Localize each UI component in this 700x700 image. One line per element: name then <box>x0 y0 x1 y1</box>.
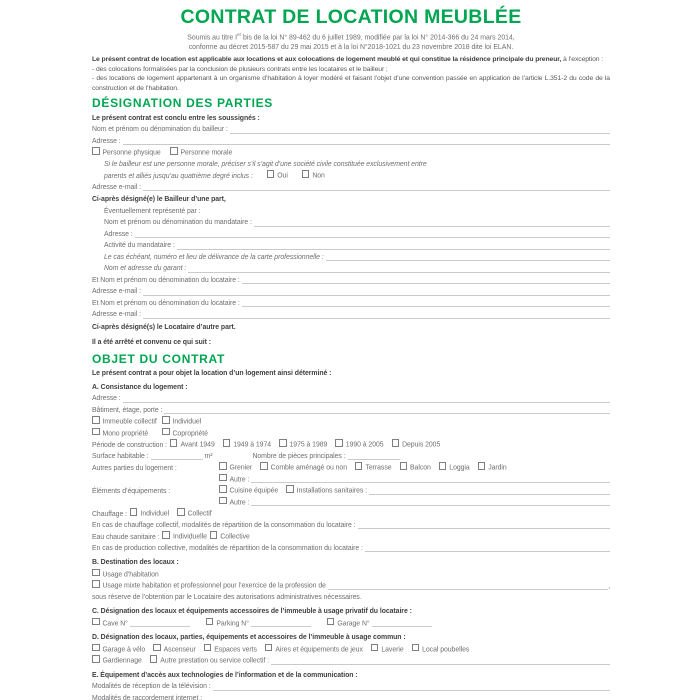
input-line[interactable] <box>271 664 610 665</box>
checkbox-item-1949-a-1974 <box>223 439 271 451</box>
checkbox-1949-a-1974[interactable] <box>223 439 231 447</box>
form-row <box>92 569 610 581</box>
form-row <box>92 557 610 569</box>
checkbox-usage-mixte-habitation-et-professionnel-po[interactable] <box>92 580 100 588</box>
legal-reference-line-2: conforme au décret 2015-587 du 29 mai 2015 et à la loi N°2018-1021 du 23 novembre 2018 dite loi ELAN. <box>188 43 514 51</box>
field-label: Adresse : <box>104 230 133 238</box>
field-label: Chauffage : <box>92 510 127 518</box>
input-line[interactable] <box>230 133 610 134</box>
document-title: CONTRAT DE LOCATION MEUBLÉE <box>180 6 522 28</box>
intro-item-1: - des colocations formalisées par la conclusion de plusieurs contrats entre les locataires et le bailleur ; <box>92 65 388 73</box>
checkbox-ascenseur[interactable] <box>153 644 161 652</box>
field-label: Si le bailleur est une personne morale, préciser s’il s’agit d’une société civile constituée exclusivement entre <box>104 160 427 168</box>
checkbox-item-comble-amenage-ou-non <box>260 462 347 474</box>
checkbox-item-avant-1949 <box>170 439 215 451</box>
checkbox-label: Immeuble collectif <box>102 418 157 426</box>
input-line[interactable] <box>188 272 610 273</box>
checkbox-balcon[interactable] <box>400 462 408 470</box>
field-label: Eau chaude sanitaire : <box>92 533 160 541</box>
checkbox-cuisine-equipee[interactable] <box>219 485 227 493</box>
form-row <box>92 170 610 182</box>
checkbox-individuelle[interactable] <box>162 531 170 539</box>
checkbox-label: Collectif <box>187 510 212 518</box>
field-label: Autres parties du logement : <box>92 464 177 472</box>
checkbox-item-1990-a-2005 <box>335 439 383 451</box>
form-row <box>92 240 610 252</box>
form-row <box>92 462 610 474</box>
form-body <box>92 97 610 700</box>
checkbox-label: Grenier <box>229 464 253 472</box>
checkbox-avant-1949[interactable] <box>170 439 178 447</box>
checkbox-item-individuel <box>130 508 169 520</box>
field-label: Période de construction : <box>92 441 167 449</box>
form-row <box>92 670 610 682</box>
checkbox-item-gardiennage <box>92 655 142 667</box>
checkbox-loggia[interactable] <box>439 462 447 470</box>
field-label: Le cas échéant, numéro et lieu de délivrance de la carte professionnelle : <box>104 253 324 261</box>
checkbox-autre-prestation-ou-service-collectif[interactable] <box>150 655 158 663</box>
form-row <box>92 229 610 241</box>
checkbox-collective[interactable] <box>210 531 218 539</box>
checkbox-item-installations-sanitaires <box>286 485 367 497</box>
form-row <box>92 655 610 667</box>
input-line[interactable] <box>369 494 610 495</box>
form-text: Le présent contrat est conclu entre les soussignés : <box>92 114 260 122</box>
checkbox-label: Individuel <box>172 418 202 426</box>
checkbox-gardiennage[interactable] <box>92 655 100 663</box>
checkbox-label: Oui <box>277 172 288 180</box>
input-line[interactable] <box>326 260 610 261</box>
checkbox-espaces-verts[interactable] <box>204 644 212 652</box>
checkbox-label: Laverie <box>381 646 404 654</box>
checkbox-label: Ascenseur <box>163 646 196 654</box>
checkbox-label: Garage à vélo <box>102 646 146 654</box>
form-row <box>92 543 610 555</box>
form-row <box>92 508 610 520</box>
form-text: Le présent contrat a pour objet la location d’un logement ainsi déterminé : <box>92 370 332 378</box>
field-label: Nom et prénom ou dénomination du bailleur : <box>92 126 228 134</box>
checkbox-item-usage-d-habitation <box>92 569 159 581</box>
checkbox-mono-propriete[interactable] <box>92 428 100 436</box>
input-line[interactable] <box>130 626 190 627</box>
section-heading-objet-du-contrat: OBJET DU CONTRAT <box>92 351 225 366</box>
form-row <box>92 309 610 321</box>
form-row <box>92 520 610 532</box>
form-row <box>92 497 610 509</box>
checkbox-label: Autre : <box>229 499 250 507</box>
field-label: Nom et adresse du garant : <box>104 265 187 273</box>
input-line[interactable] <box>251 626 311 627</box>
form-row <box>92 275 610 287</box>
checkbox-label: Personne physique <box>102 149 161 157</box>
legal-ref-text: Soumis au titre I <box>187 34 238 42</box>
checkbox-label: Cuisine équipée <box>229 487 279 495</box>
checkbox-item-espaces-verts <box>204 644 257 656</box>
checkbox-label: Autre : <box>229 476 250 484</box>
checkbox-item-immeuble-collectif <box>92 416 162 428</box>
field-label: Et Nom et prénom ou dénomination du locataire : <box>92 276 240 284</box>
checkbox-label: Avant 1949 <box>180 441 215 449</box>
checkbox-label: Cave N° <box>102 620 128 628</box>
field-label: En cas de chauffage collectif, modalités de répartition de la consommation du locataire : <box>92 521 356 529</box>
checkbox-jardin[interactable] <box>478 462 486 470</box>
field-label: Nombre de pièces principales : <box>252 452 346 460</box>
field-label: Adresse : <box>92 395 121 403</box>
field-label: Modalités de raccordement internet : <box>92 694 203 700</box>
field-label: En cas de production collective, modalités de répartition de la consommation du locataire : <box>92 544 363 552</box>
form-row <box>92 113 610 125</box>
input-line[interactable] <box>143 295 610 296</box>
form-text: Il a été arrêté et convenu ce qui suit : <box>92 339 212 347</box>
input-line[interactable] <box>358 528 610 529</box>
checkbox-autre[interactable] <box>219 474 227 482</box>
form-row <box>92 263 610 275</box>
checkbox-item-non <box>302 170 325 182</box>
form-row <box>92 693 610 700</box>
checkbox-item-terrasse <box>355 462 392 474</box>
checkbox-label: Terrasse <box>365 464 392 472</box>
form-row <box>92 382 610 394</box>
input-line[interactable] <box>251 482 610 483</box>
checkbox-grenier[interactable] <box>219 462 227 470</box>
form-row <box>92 428 610 440</box>
form-row <box>92 592 610 604</box>
input-line[interactable] <box>123 144 610 145</box>
checkbox-label: Usage mixte habitation et professionnel pour l’exercice de la profession de <box>102 582 326 590</box>
checkbox-item-cuisine-equipee <box>219 485 278 497</box>
field-label: Adresse e-mail : <box>92 288 141 296</box>
input-line[interactable] <box>151 459 203 460</box>
form-row <box>92 618 610 630</box>
form-row <box>92 451 610 463</box>
form-text: A. Consistance du logement : <box>92 383 188 391</box>
input-line[interactable] <box>242 283 610 284</box>
checkbox-installations-sanitaires[interactable] <box>286 485 294 493</box>
checkbox-label: Copropriété <box>172 430 208 438</box>
checkbox-item-mono-propriete <box>92 428 162 440</box>
input-line[interactable] <box>328 589 608 590</box>
checkbox-label: Personne morale <box>180 149 233 157</box>
superscript-er: er <box>237 32 242 37</box>
field-label: m² <box>204 452 213 460</box>
section-heading-designation-des-parties: DÉSIGNATION DES PARTIES <box>92 96 274 111</box>
intro-paragraph <box>92 55 610 93</box>
checkbox-non[interactable] <box>302 170 310 178</box>
checkbox-label: Mono propriété <box>102 430 149 438</box>
form-row <box>92 580 610 592</box>
checkbox-item-autre-prestation-ou-service-collectif <box>150 655 269 667</box>
checkbox-individuel[interactable] <box>130 508 138 516</box>
checkbox-1975-a-1989[interactable] <box>279 439 287 447</box>
form-row <box>92 159 610 171</box>
input-line[interactable] <box>372 626 432 627</box>
field-label: , <box>608 582 610 590</box>
checkbox-item-oui <box>267 170 288 182</box>
checkbox-personne-morale[interactable] <box>170 147 178 155</box>
checkbox-item-garage-a-velo <box>92 644 145 656</box>
intro-item-2: - des locations de logement appartenant à un organisme d’habitation à loyer modéré et faisant l’objet d’une convention passée en application de l’article L.351-2 du code de la construction et de l’habitation. <box>92 75 610 92</box>
form-row <box>92 368 610 380</box>
checkbox-item-parking-n <box>206 618 249 630</box>
checkbox-garage-a-velo[interactable] <box>92 644 100 652</box>
checkbox-item-personne-morale <box>170 147 232 159</box>
form-row <box>92 405 610 417</box>
checkbox-item-garage-n <box>327 618 370 630</box>
form-row <box>92 485 610 497</box>
field-label: Et Nom et prénom ou dénomination du locataire : <box>92 299 240 307</box>
checkbox-label: Individuel <box>140 510 170 518</box>
checkbox-item-usage-mixte-habitation-et-professionnel-po <box>92 580 326 592</box>
checkbox-label: 1990 à 2005 <box>345 441 384 449</box>
checkbox-label: Usage d’habitation <box>102 571 159 579</box>
checkbox-copropriete[interactable] <box>162 428 170 436</box>
checkbox-item-autre <box>219 474 249 486</box>
checkbox-label: Loggia <box>449 464 470 472</box>
checkbox-label: Espaces verts <box>214 646 257 654</box>
checkbox-item-individuelle <box>162 531 206 543</box>
form-row <box>92 124 610 136</box>
form-row <box>92 337 610 349</box>
checkbox-label: Non <box>312 172 325 180</box>
checkbox-label: Installations sanitaires : <box>296 487 367 495</box>
checkbox-item-personne-physique <box>92 147 170 159</box>
checkbox-label: Gardiennage <box>102 657 142 665</box>
form-text: E. Équipement d’accès aux technologies de l’information et de la communication : <box>92 671 358 679</box>
form-row <box>92 298 610 310</box>
field-label: Activité du mandataire : <box>104 242 175 250</box>
form-row <box>92 439 610 451</box>
checkbox-item-individuel <box>162 416 201 428</box>
field-label: Surface habitable : <box>92 452 149 460</box>
checkbox-immeuble-collectif[interactable] <box>92 416 100 424</box>
checkbox-item-local-poubelles <box>412 644 470 656</box>
form-text: C. Désignation des locaux et équipements accessoires de l’immeuble à usage privatif du locataire : <box>92 608 412 616</box>
checkbox-item-collectif <box>177 508 212 520</box>
checkbox-local-poubelles[interactable] <box>412 644 420 652</box>
checkbox-personne-physique[interactable] <box>92 147 100 155</box>
checkbox-label: Depuis 2005 <box>402 441 441 449</box>
checkbox-depuis-2005[interactable] <box>392 439 400 447</box>
checkbox-item-collective <box>210 531 250 543</box>
intro-exception-text: à l’exception : <box>561 56 604 64</box>
checkbox-label: Aires et équipements de jeux <box>275 646 363 654</box>
field-label: Adresse e-mail : <box>92 183 141 191</box>
form-text: B. Destination des locaux : <box>92 559 179 567</box>
checkbox-1990-a-2005[interactable] <box>335 439 343 447</box>
form-row <box>92 606 610 618</box>
input-line[interactable] <box>365 551 610 552</box>
form-row <box>92 252 610 264</box>
input-line[interactable] <box>254 226 610 227</box>
field-label: Adresse : <box>92 137 121 145</box>
form-row <box>92 206 610 218</box>
field-label: sous réserve de l’obtention par le Locataire des autorisations administratives nécessaires. <box>92 593 362 601</box>
form-row <box>92 474 610 486</box>
field-label: Bâtiment, étage, porte : <box>92 406 163 414</box>
input-line[interactable] <box>164 413 610 414</box>
form-row <box>92 217 610 229</box>
checkbox-garage-n[interactable] <box>327 618 335 626</box>
input-line[interactable] <box>213 690 610 691</box>
intro-bold-text: Le présent contrat de location est applicable aux locations et aux colocations de logement meublé et qui constitue la résidence principale du preneur, <box>92 56 562 64</box>
checkbox-item-autre <box>219 497 249 509</box>
input-line[interactable] <box>251 505 610 506</box>
checkbox-comble-amenage-ou-non[interactable] <box>260 462 268 470</box>
checkbox-collectif[interactable] <box>177 508 185 516</box>
input-line[interactable] <box>123 402 610 403</box>
checkbox-item-cave-n <box>92 618 128 630</box>
legal-ref-text-cont: bis de la loi N° 89-462 du 6 juillet 1989, modifiée par la loi N° 2014-366 du 24 mars 2014, <box>241 34 515 42</box>
checkbox-label: Collective <box>220 533 250 541</box>
form-row <box>92 182 610 194</box>
checkbox-item-aires-et-equipements-de-jeux <box>265 644 363 656</box>
checkbox-aires-et-equipements-de-jeux[interactable] <box>265 644 273 652</box>
checkbox-item-jardin <box>478 462 507 474</box>
form-row <box>92 531 610 543</box>
checkbox-autre[interactable] <box>219 497 227 505</box>
form-text: D. Désignation des locaux, parties, équipements et accessoires de l’immeuble à usage commun : <box>92 634 406 642</box>
checkbox-item-1975-a-1989 <box>279 439 327 451</box>
input-line[interactable] <box>242 306 610 307</box>
form-text: Ci-après désigné(s) le Locataire d’autre part. <box>92 323 236 331</box>
field-label: Nom et prénom ou dénomination du mandataire : <box>104 219 252 227</box>
form-text: Ci-après désigné(e) le Bailleur d’une part, <box>92 196 226 204</box>
checkbox-item-ascenseur <box>153 644 196 656</box>
form-row <box>92 286 610 298</box>
checkbox-usage-d-habitation[interactable] <box>92 569 100 577</box>
form-row <box>92 322 610 334</box>
checkbox-label: Local poubelles <box>422 646 470 654</box>
checkbox-label: 1949 à 1974 <box>233 441 272 449</box>
checkbox-item-copropriete <box>162 428 208 440</box>
checkbox-label: Parking N° <box>216 620 249 628</box>
checkbox-label: Balcon <box>410 464 431 472</box>
field-label: Éventuellement représenté par : <box>104 207 201 215</box>
checkbox-item-grenier <box>219 462 252 474</box>
input-line[interactable] <box>135 237 610 238</box>
form-row <box>92 681 610 693</box>
form-row <box>92 136 610 148</box>
input-line[interactable] <box>143 190 610 191</box>
checkbox-individuel[interactable] <box>162 416 170 424</box>
legal-reference-line-1 <box>92 30 610 43</box>
form-row <box>92 416 610 428</box>
form-row <box>92 147 610 159</box>
checkbox-item-laverie <box>371 644 404 656</box>
checkbox-label: Individuelle <box>172 533 207 541</box>
checkbox-oui[interactable] <box>267 170 275 178</box>
checkbox-item-loggia <box>439 462 470 474</box>
checkbox-parking-n[interactable] <box>206 618 214 626</box>
checkbox-label: 1975 à 1989 <box>289 441 328 449</box>
checkbox-label: Comble aménagé ou non <box>270 464 347 472</box>
input-line[interactable] <box>143 318 610 319</box>
checkbox-terrasse[interactable] <box>355 462 363 470</box>
field-label: Adresse e-mail : <box>92 311 141 319</box>
checkbox-label: Autre prestation ou service collectif : <box>160 657 270 665</box>
form-row <box>92 632 610 644</box>
field-label: parents et alliés jusqu’au quatrième degré inclus : <box>104 172 253 180</box>
form-row <box>92 194 610 206</box>
checkbox-label: Garage N° <box>337 620 370 628</box>
field-label: Modalités de réception de la télévision : <box>92 683 211 691</box>
checkbox-cave-n[interactable] <box>92 618 100 626</box>
checkbox-item-balcon <box>400 462 431 474</box>
checkbox-item-depuis-2005 <box>392 439 441 451</box>
input-line[interactable] <box>348 459 400 460</box>
form-row <box>92 393 610 405</box>
form-row <box>92 644 610 656</box>
input-line[interactable] <box>177 249 610 250</box>
field-label: Éléments d’équipements : <box>92 487 171 495</box>
checkbox-laverie[interactable] <box>371 644 379 652</box>
checkbox-label: Jardin <box>488 464 507 472</box>
